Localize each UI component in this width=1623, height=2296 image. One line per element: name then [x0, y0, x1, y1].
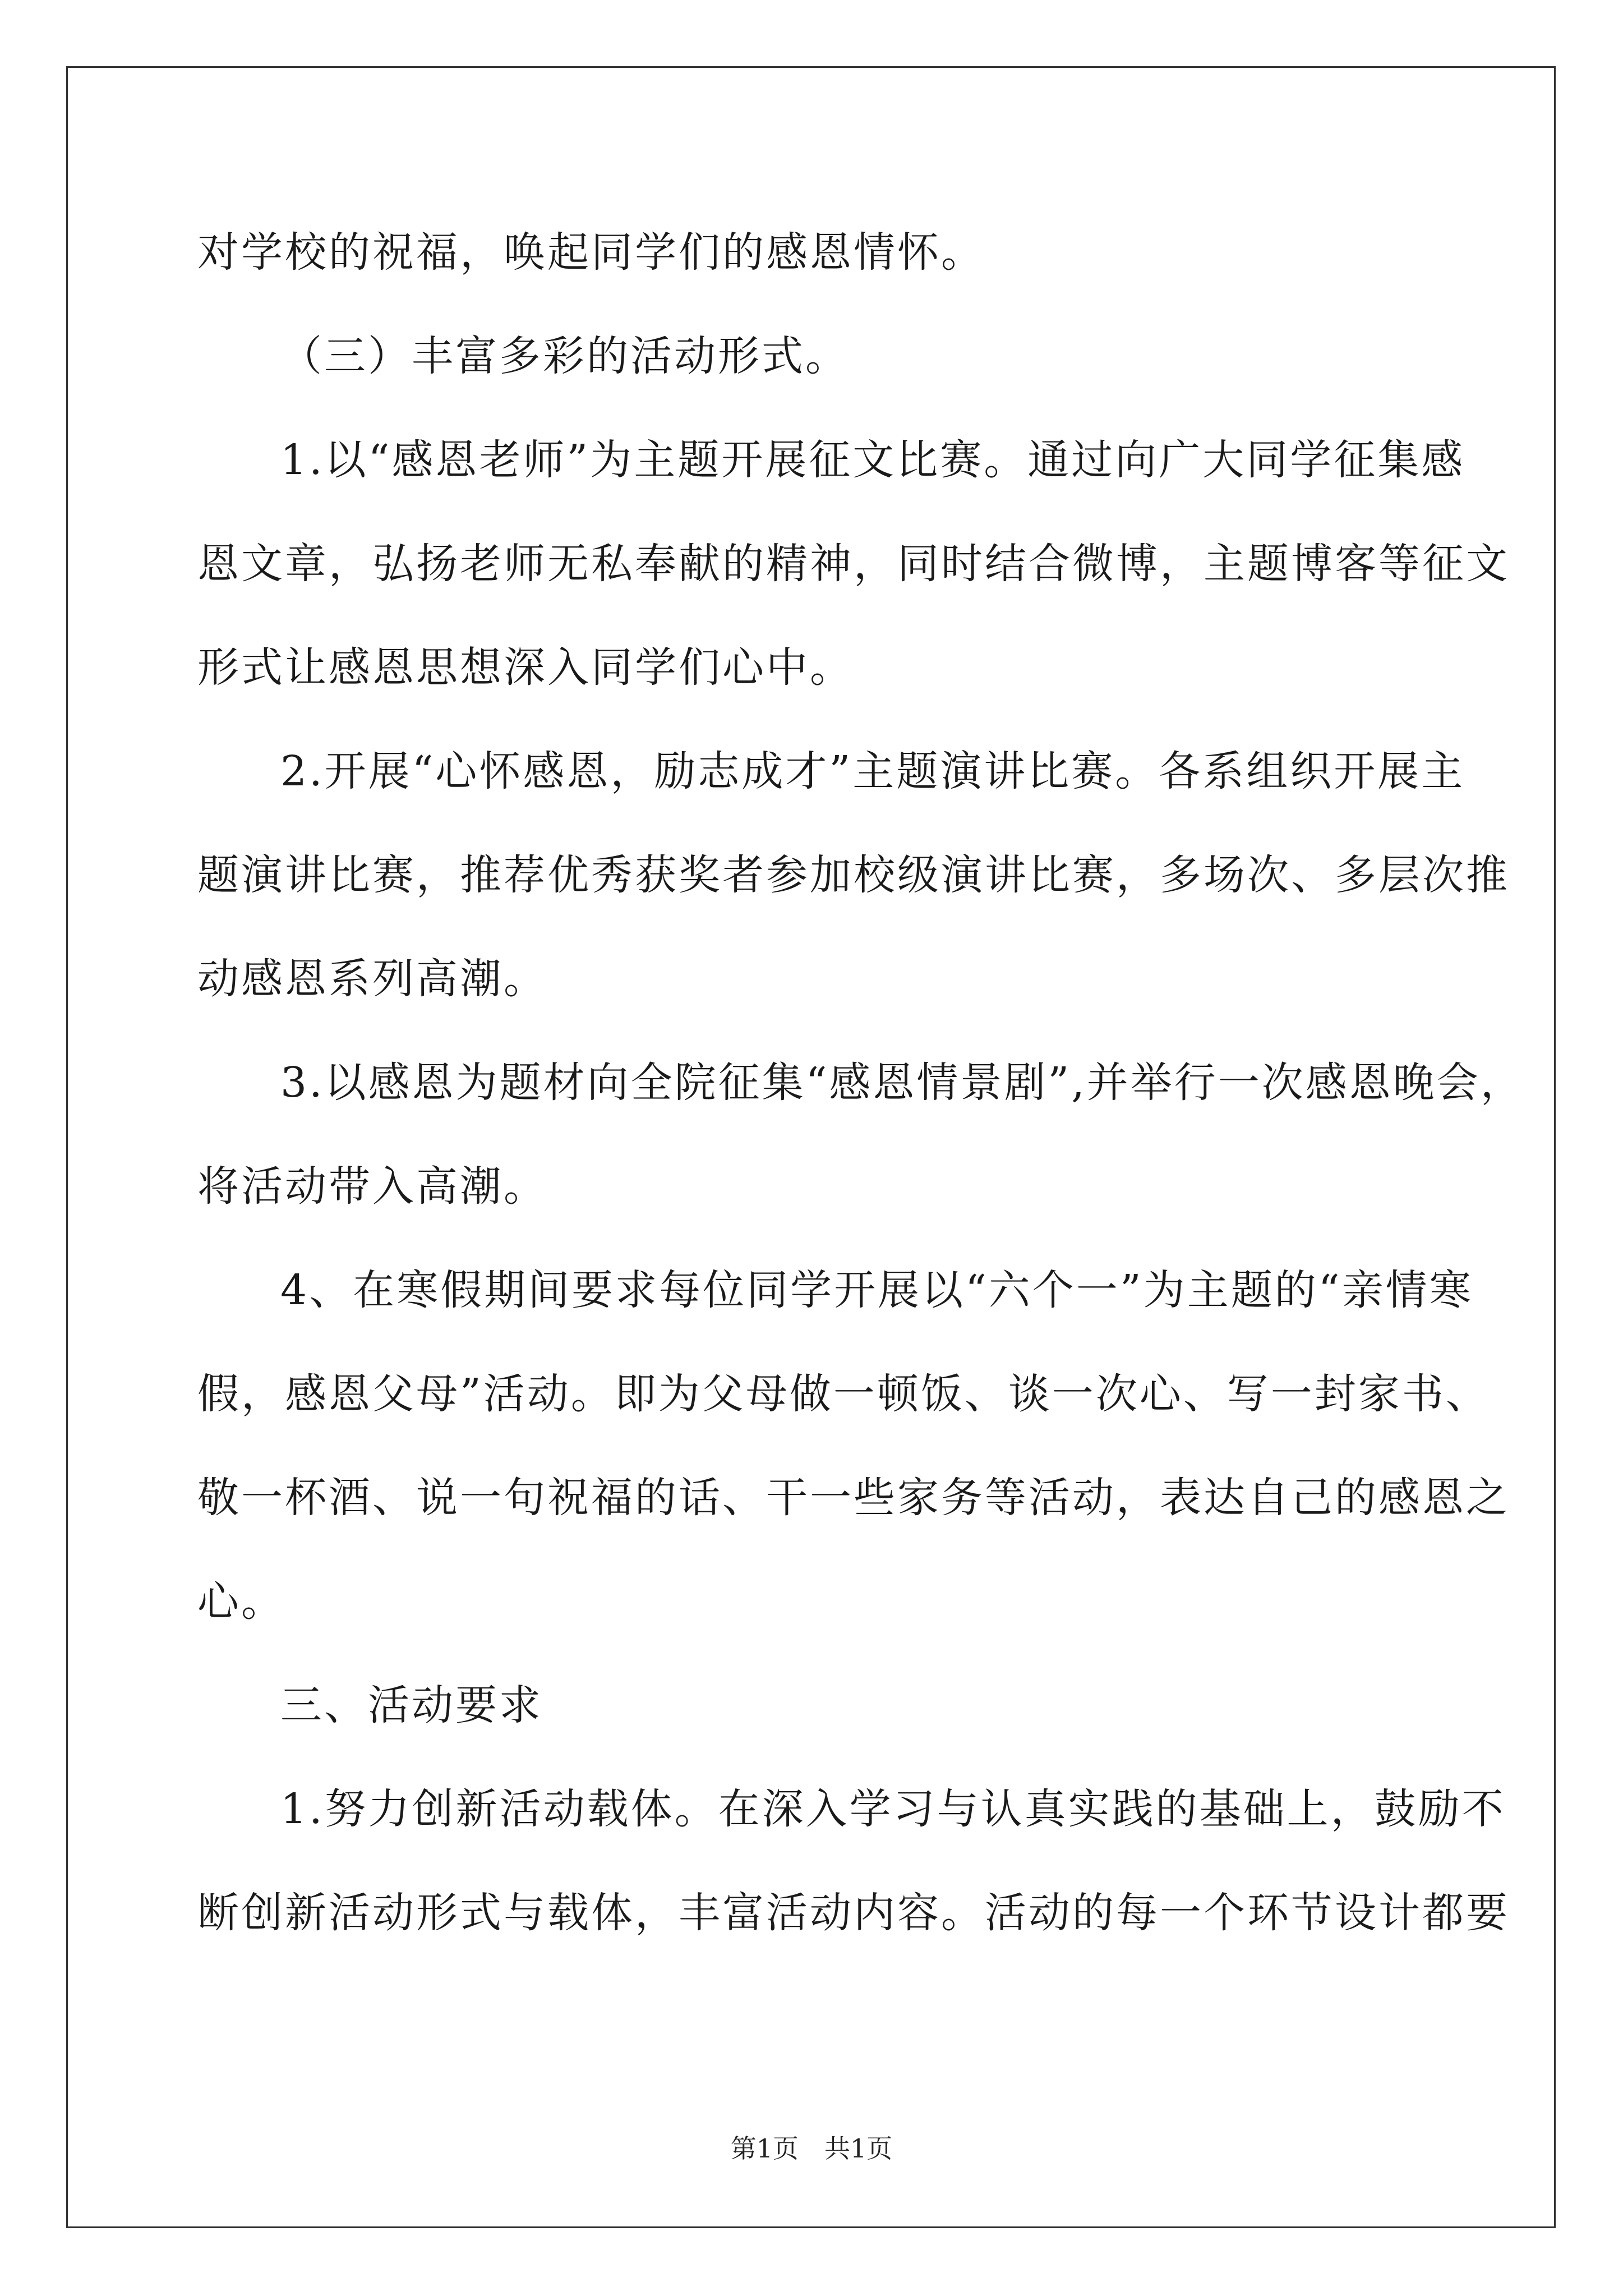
text-line: 4、在寒假期间要求每位同学开展以“六个一”为主题的“亲情寒 — [280, 1266, 1473, 1314]
text-line: 敬一杯酒、说一句祝福的话、干一些家务等活动，表达自己的感恩之 — [197, 1474, 1510, 1522]
text-line: 1.努力创新活动载体。在深入学习与认真实践的基础上，鼓励不 — [280, 1785, 1506, 1833]
text-line: 断创新活动形式与载体，丰富活动内容。活动的每一个环节设计都要 — [197, 1889, 1510, 1937]
text-line: 1.以“感恩老师”为主题开展征文比赛。通过向广大同学征集感 — [280, 436, 1465, 484]
text-line: 动感恩系列高潮。 — [197, 955, 547, 1003]
page-number-footer: 第1页 共1页 — [730, 2133, 893, 2164]
text-line: 将活动带入高潮。 — [197, 1162, 547, 1211]
section-heading: 三、活动要求 — [280, 1681, 543, 1729]
text-line: 2.开展“心怀感恩，励志成才”主题演讲比赛。各系组织开展主 — [280, 747, 1465, 795]
text-line: 题演讲比赛，推荐优秀获奖者参加校级演讲比赛，多场次、多层次推 — [197, 851, 1510, 899]
section-heading: （三）丰富多彩的活动形式。 — [280, 332, 849, 380]
text-line: 心。 — [197, 1577, 285, 1626]
text-line: 形式让感恩思想深入同学们心中。 — [197, 643, 854, 692]
text-line: 假，感恩父母”活动。即为父母做一顿饭、谈一次心、写一封家书、 — [197, 1370, 1490, 1418]
text-line: 对学校的祝福，唤起同学们的感恩情怀。 — [197, 228, 985, 277]
text-line: 恩文章，弘扬老师无私奉献的精神，同时结合微博，主题博客等征文 — [197, 540, 1510, 588]
text-line: 3.以感恩为题材向全院征集“感恩情景剧”,并举行一次感恩晚会， — [280, 1059, 1524, 1107]
